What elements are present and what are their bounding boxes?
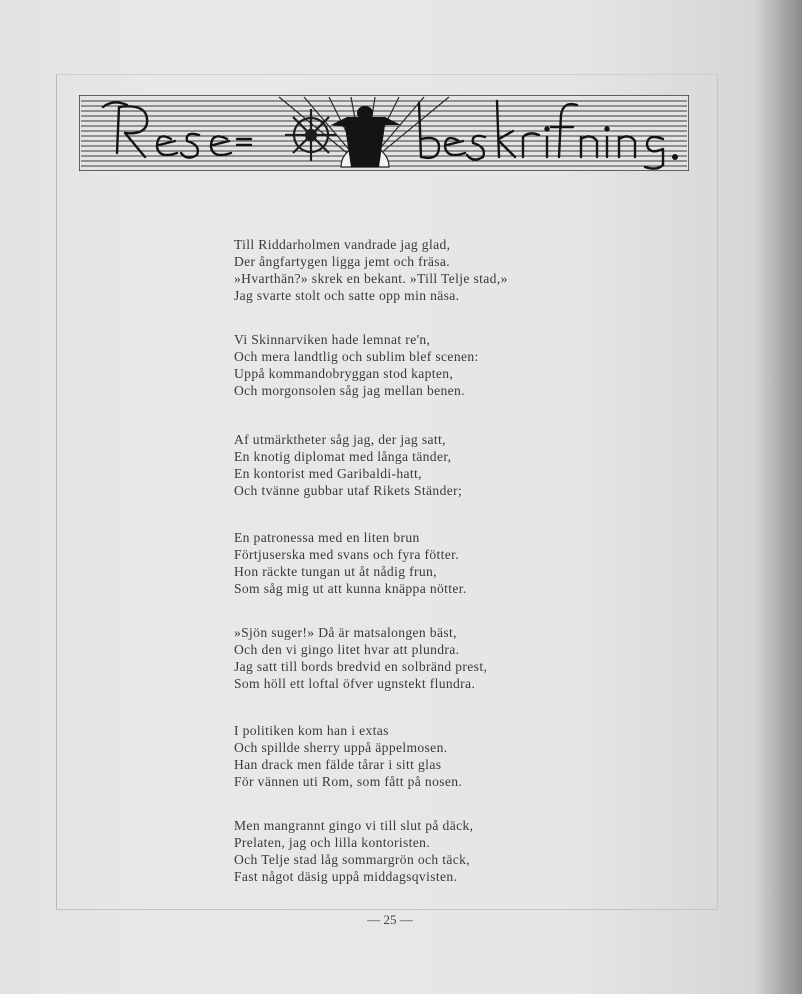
poem-line: Fast något däsig uppå middagsqvisten.	[234, 869, 458, 884]
poem-line: Der ångfartygen ligga jemt och fräsa.	[234, 254, 451, 269]
poem-stanza	[234, 624, 554, 722]
poem-body	[234, 236, 554, 912]
page-number: — 25 —	[367, 912, 413, 927]
poem-stanza	[234, 236, 554, 331]
poem-stanza	[234, 331, 554, 431]
poem-line: Prelaten, jag och lilla kontoristen.	[234, 835, 431, 850]
poem-line: Af utmärktheter såg jag, der jag satt,	[234, 432, 446, 447]
poem-line: Uppå kommandobryggan stod kapten,	[234, 366, 454, 381]
poem-line: Förtjuserska med svans och fyra fötter.	[234, 547, 460, 562]
poem-line: Men mangrannt gingo vi till slut på däck,	[234, 818, 474, 833]
poem-line: Och den vi gingo litet hvar att plundra.	[234, 642, 460, 657]
poem-line: Som höll ett loftal öfver ugnstekt flundra.	[234, 676, 476, 691]
poem-stanza	[234, 431, 554, 529]
poem-line: Jag satt till bords bredvid en solbränd prest,	[234, 659, 488, 674]
poem-line: Och morgonsolen såg jag mellan benen.	[234, 383, 465, 398]
poem-line: En patronessa med en liten brun	[234, 530, 420, 545]
poem-line: Och tvänne gubbar utaf Rikets Ständer;	[234, 483, 463, 498]
poem-line: Jag svarte stolt och satte opp min näsa.	[234, 288, 460, 303]
poem-line: Och spillde sherry uppå äppelmosen.	[234, 740, 448, 755]
poem-line: En kontorist med Garibaldi-hatt,	[234, 466, 422, 481]
poem-line: Och Telje stad låg sommargrön och täck,	[234, 852, 471, 867]
poem-line: En knotig diplomat med långa tänder,	[234, 449, 452, 464]
poem-line: För vännen uti Rom, som fått på nosen.	[234, 774, 463, 789]
poem-stanza	[234, 529, 554, 624]
poem-line: Vi Skinnarviken hade lemnat re'n,	[234, 332, 431, 347]
poem-line: Hon räckte tungan ut åt nådig frun,	[234, 564, 437, 579]
poem-stanza	[234, 817, 554, 912]
poem-line: Och mera landtlig och sublim blef scenen:	[234, 349, 479, 364]
poem-line: Som såg mig ut att kunna knäppa nötter.	[234, 581, 467, 596]
poem-stanza	[234, 722, 554, 817]
poem-line: »Hvarthän?» skrek en bekant. »Till Telje stad,»	[234, 271, 508, 286]
poem-line: I politiken kom han i extas	[234, 723, 389, 738]
poem-line: »Sjön suger!» Då är matsalongen bäst,	[234, 625, 457, 640]
poem-line: Till Riddarholmen vandrade jag glad,	[234, 237, 451, 252]
poem-line: Han drack men fälde tårar i sitt glas	[234, 757, 442, 772]
title-banner	[79, 95, 689, 171]
